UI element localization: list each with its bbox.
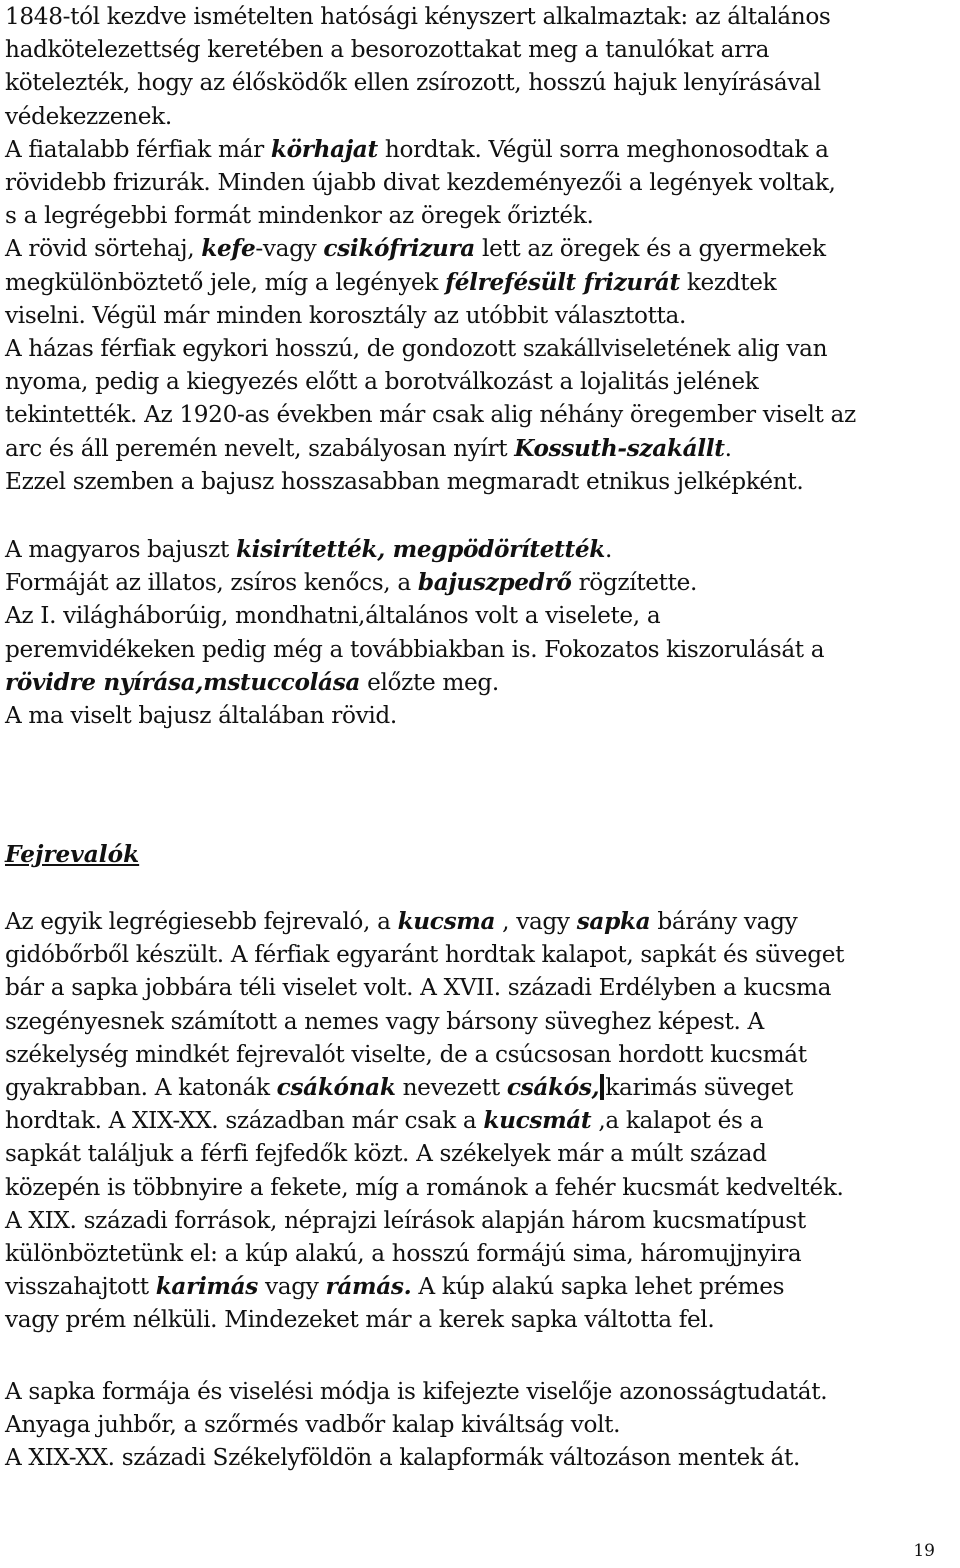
text-run: hadkötelezettség keretében a besorozottakat meg a tanulókat arra [5, 36, 770, 64]
text-run: ,a kalapot és a [591, 1107, 764, 1135]
paragraph-hairstyles [5, 0, 856, 498]
text-line [5, 905, 844, 938]
text-line [5, 1270, 844, 1303]
text-run: bárány vagy [650, 908, 798, 935]
text-run: A magyaros bajuszt [5, 536, 236, 563]
text-line [5, 199, 856, 232]
text-line [5, 432, 856, 465]
text-run: vagy prém nélküli. Mindezeket már a kerek sapka váltotta fel. [5, 1306, 715, 1334]
text-run: kötelezték, hogy az élősködők ellen zsírozott, hosszú hajuk lenyírásával [5, 69, 821, 97]
emphasized-term: kisirítették, megpödörítették [235, 536, 606, 563]
text-line [5, 566, 824, 599]
emphasized-term: rámás. [325, 1273, 412, 1301]
text-line [5, 1408, 827, 1441]
text-run: kezdtek [679, 268, 777, 296]
text-line [5, 166, 856, 199]
text-run: -vagy [255, 235, 324, 263]
text-run: sapkát találjuk a férfi fejfedők közt. A székelyek már a múlt század [5, 1140, 767, 1168]
text-run: A házas férfiak egykori hosszú, de gondozott szakállviseletének alig van [5, 335, 828, 363]
text-line [5, 599, 824, 632]
text-run: különböztetünk el: a kúp alakú, a hosszú formájú sima, háromujjnyira [5, 1240, 802, 1268]
text-line [5, 33, 856, 66]
text-run: rögzítette. [571, 569, 698, 597]
emphasized-term: csákós, [506, 1074, 600, 1102]
text-line [5, 533, 824, 566]
paragraph-moustache [5, 533, 824, 732]
text-line [5, 1038, 844, 1071]
emphasized-term: kucsma [397, 908, 496, 935]
text-run: karimás süveget [605, 1074, 794, 1102]
emphasized-term: sapka [576, 908, 651, 935]
text-run: közepén is többnyire a fekete, míg a románok a fehér kucsmát kedvelték. [5, 1173, 844, 1201]
text-line [5, 1204, 844, 1237]
emphasized-term: félrefésült frizurát [445, 268, 680, 296]
text-line [5, 1441, 827, 1474]
text-run: A fiatalabb férfiak már [5, 135, 271, 163]
text-line [5, 971, 844, 1004]
text-run: A XIX. századi források, néprajzi leírások alapján három kucsmatípust [5, 1206, 806, 1234]
text-run: tekintették. Az 1920-as években már csak alig néhány öregember viselt az [5, 401, 856, 429]
text-line [5, 666, 824, 699]
section-heading: Fejrevalók [5, 841, 140, 868]
text-run: peremvidékeken pedig még a továbbiakban is. Fokozatos kiszorulását a [5, 635, 825, 663]
text-line [5, 0, 856, 33]
text-line [5, 1104, 844, 1137]
text-run: 1848-tól kezdve ismételten hatósági kényszert alkalmaztak: az általános [5, 3, 831, 30]
text-line [5, 332, 856, 365]
text-run: lett az öregek és a gyermekek [475, 235, 826, 263]
text-run: visszahajtott [5, 1273, 156, 1301]
text-line [5, 1303, 844, 1336]
text-line [5, 699, 824, 732]
text-run: A ma viselt bajusz általában rövid. [5, 702, 397, 730]
text-run: gidóbőrből készült. A férfiak egyaránt hordtak kalapot, sapkát és süveget [5, 941, 845, 969]
text-run: hordtak. A XIX-XX. században már csak a [5, 1107, 484, 1135]
text-run: megkülönböztető jele, míg a legények [5, 268, 446, 296]
text-line [5, 1137, 844, 1170]
text-run: A rövid sörtehaj, [5, 235, 202, 263]
text-run: , vagy [495, 908, 577, 935]
text-line [5, 66, 856, 99]
text-line [5, 1005, 844, 1038]
text-line [5, 1375, 827, 1408]
text-run: s a legrégebbi formát mindenkor az öregek őrizték. [5, 202, 594, 230]
emphasized-term: karimás [155, 1273, 258, 1301]
text-run: gyakrabban. A katonák [5, 1074, 277, 1102]
text-line [5, 1237, 844, 1270]
text-line [5, 266, 856, 299]
text-run: A XIX-XX. századi Székelyföldön a kalapformák változáson mentek át. [5, 1444, 801, 1472]
text-line [5, 100, 856, 133]
text-run: viselni. Végül már minden korosztály az utóbbit választotta. [5, 301, 687, 329]
emphasized-term: rövidre nyírása,mstuccolása [5, 668, 361, 696]
emphasized-term: csákónak [276, 1074, 396, 1102]
emphasized-term: bajuszpedrő [417, 569, 572, 597]
paragraph-hat-identity [5, 1375, 827, 1475]
text-line [5, 133, 856, 166]
text-run: Anyaga juhbőr, a szőrmés vadbőr kalap kiváltság volt. [5, 1411, 621, 1439]
text-run: Ezzel szemben a bajusz hosszasabban megmaradt etnikus jelképként. [5, 467, 804, 495]
text-run: arc és áll peremén nevelt, szabályosan nyírt [5, 434, 515, 462]
text-run: Az I. világháborúig, mondhatni,általános volt a viselete, a [5, 602, 661, 630]
text-line [5, 633, 824, 666]
text-run: rövidebb frizurák. Minden újabb divat kezdeményezői a legények voltak, [5, 169, 836, 197]
text-run: Formáját az illatos, zsíros kenőcs, a [5, 569, 418, 597]
text-line [5, 299, 856, 332]
text-run: A sapka formája és viselési módja is kifejezte viselője azonosságtudatát. [5, 1378, 828, 1405]
emphasized-term: csikófrizura [323, 235, 475, 263]
text-run: bár a sapka jobbára téli viselet volt. A XVII. századi Erdélyben a kucsma [5, 974, 832, 1002]
emphasized-term: Kossuth-szakállt [514, 434, 725, 462]
text-run: . [605, 536, 613, 563]
text-line [5, 1071, 844, 1104]
text-cursor-icon [600, 1074, 604, 1100]
emphasized-term: kefe [201, 235, 256, 263]
text-run: védekezzenek. [5, 102, 172, 130]
text-run: székelység mindkét fejrevalót viselte, de a csúcsosan hordott kucsmát [5, 1040, 807, 1068]
text-line [5, 938, 844, 971]
text-line [5, 365, 856, 398]
text-run: előzte meg. [360, 668, 499, 696]
text-run: hordtak. Végül sorra meghonosodtak a [377, 135, 829, 163]
text-line [5, 465, 856, 498]
text-run: A kúp alakú sapka lehet prémes [411, 1273, 785, 1301]
text-line [5, 232, 856, 265]
emphasized-term: körhajat [270, 135, 378, 163]
text-run: nyoma, pedig a kiegyezés előtt a borotválkozást a lojalitás jelének [5, 368, 759, 396]
emphasized-term: kucsmát [483, 1107, 592, 1135]
text-run: szegényesnek számított a nemes vagy bársony süveghez képest. A [5, 1007, 764, 1035]
page-number: 19 [913, 1541, 935, 1561]
paragraph-headwear [5, 905, 844, 1337]
text-run: nevezett [395, 1074, 507, 1102]
text-run: Az egyik legrégiesebb fejrevaló, a [5, 908, 398, 935]
text-run: vagy [257, 1273, 326, 1301]
text-line [5, 398, 856, 431]
text-line [5, 1171, 844, 1204]
text-run: . [724, 434, 732, 462]
